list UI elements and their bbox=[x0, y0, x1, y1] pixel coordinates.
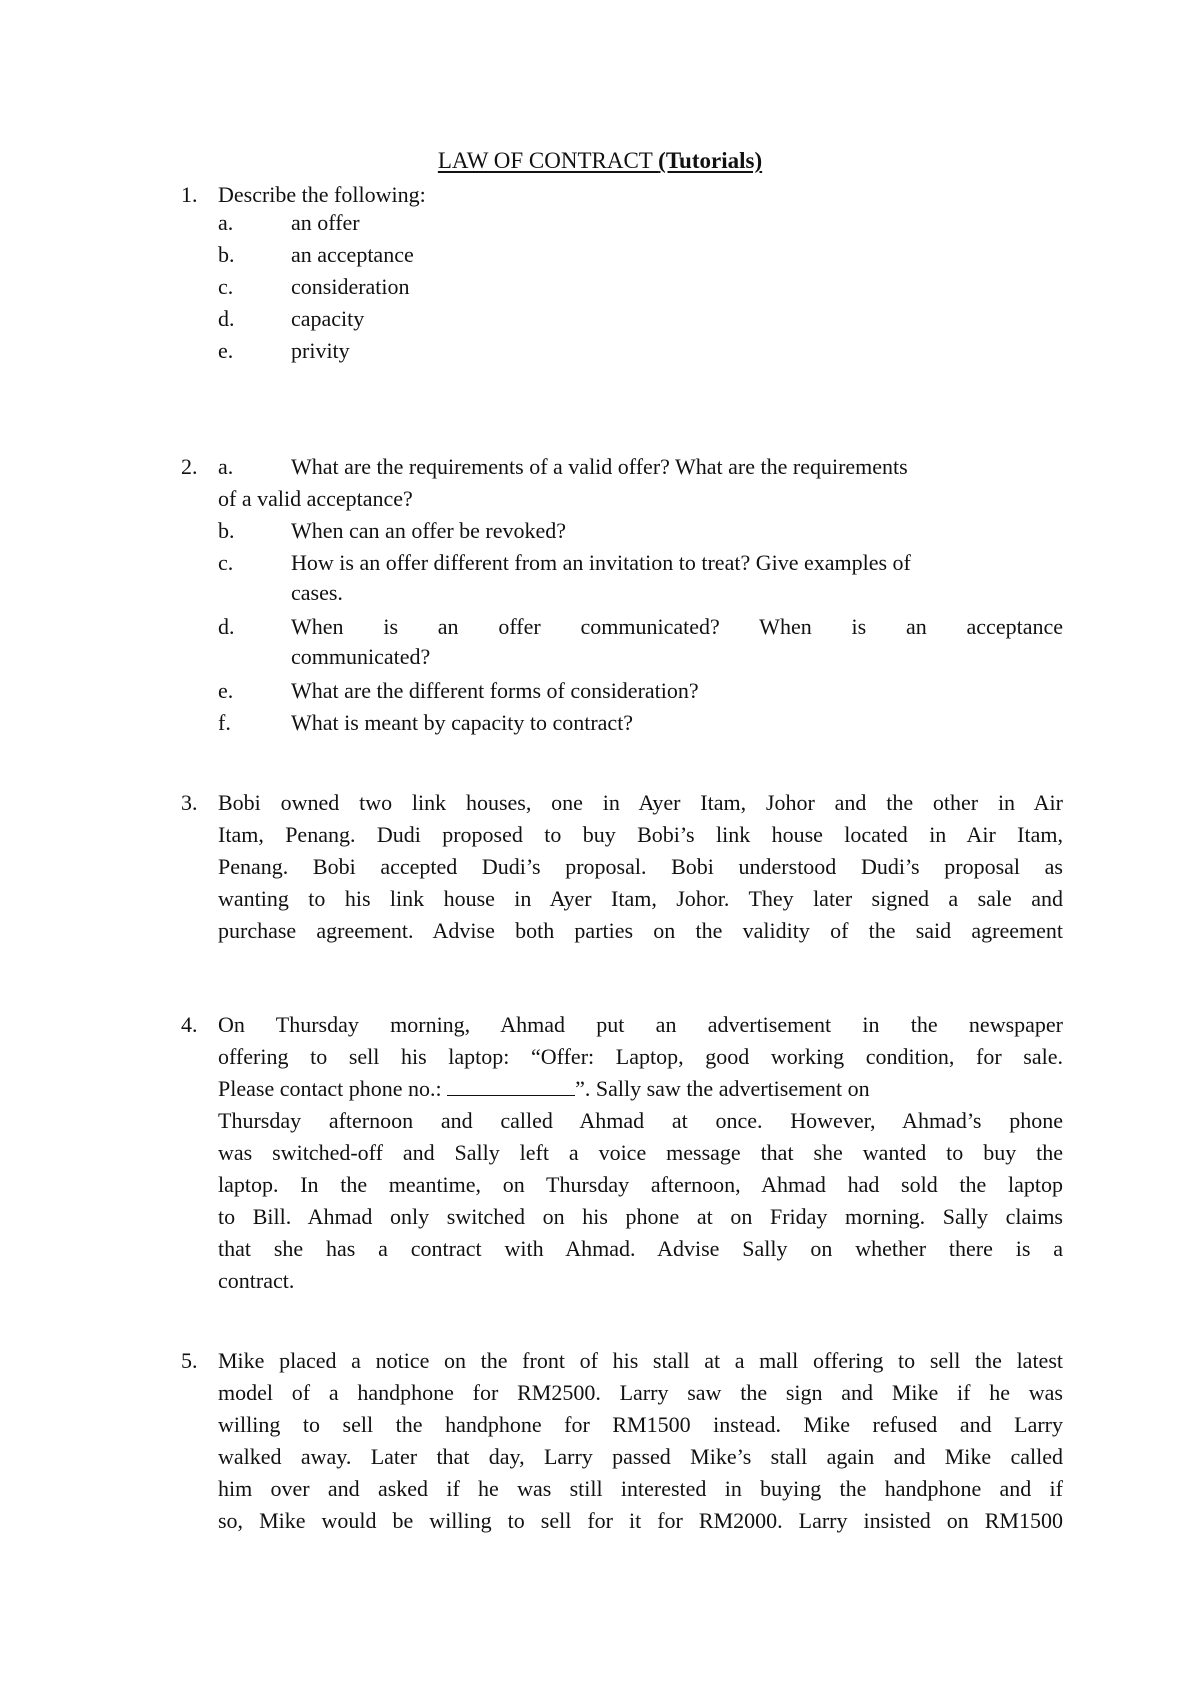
title-text: LAW OF CONTRACT bbox=[437, 148, 659, 173]
q2-d-line: communicated? bbox=[291, 644, 431, 669]
q4-line: was switched-off and Sally left a voice message that she wanted to buy the bbox=[218, 1140, 1063, 1165]
q1-item-letter: b. bbox=[218, 242, 235, 267]
q3-number: 3. bbox=[181, 790, 198, 815]
q1-item-text: consideration bbox=[291, 274, 410, 299]
q1-item-text: an offer bbox=[291, 210, 360, 235]
q3-line: purchase agreement. Advise both parties on the validity of the said agreement bbox=[218, 918, 1063, 943]
q4-number: 4. bbox=[181, 1012, 198, 1037]
q4-line-with-blank bbox=[218, 1074, 1063, 1104]
q1-item-letter: e. bbox=[218, 338, 234, 363]
q1-intro: Describe the following: bbox=[218, 182, 426, 207]
q2-b-letter: b. bbox=[218, 518, 235, 543]
q5-line: Mike placed a notice on the front of his stall at a mall offering to sell the latest bbox=[218, 1348, 1063, 1373]
q4-line: On Thursday morning, Ahmad put an advertisement in the newspaper bbox=[218, 1012, 1063, 1037]
q1-item-text: an acceptance bbox=[291, 242, 414, 267]
q5-line: him over and asked if he was still interested in buying the handphone and if bbox=[218, 1476, 1063, 1501]
q1-number: 1. bbox=[181, 182, 198, 207]
q3-line: Bobi owned two link houses, one in Ayer Itam, Johor and the other in Air bbox=[218, 790, 1063, 815]
q4-line: laptop. In the meantime, on Thursday afternoon, Ahmad had sold the laptop bbox=[218, 1172, 1063, 1197]
title-bold-text: (Tutorials) bbox=[658, 148, 763, 173]
q1-item-letter: d. bbox=[218, 306, 235, 331]
q1-item-text: capacity bbox=[291, 306, 365, 331]
q4-phone-prompt: Please contact phone no.: bbox=[218, 1076, 448, 1101]
q4-line: Thursday afternoon and called Ahmad at once. However, Ahmad’s phone bbox=[218, 1108, 1063, 1133]
q2-a-letter: a. bbox=[218, 454, 234, 479]
q4-line3-before bbox=[218, 1074, 870, 1104]
q4-line: that she has a contract with Ahmad. Advise Sally on whether there is a bbox=[218, 1236, 1063, 1261]
q4-line: contract. bbox=[218, 1268, 295, 1293]
q4-line: to Bill. Ahmad only switched on his phone at on Friday morning. Sally claims bbox=[218, 1204, 1063, 1229]
q3-line: Penang. Bobi accepted Dudi’s proposal. Bobi understood Dudi’s proposal as bbox=[218, 854, 1063, 879]
q1-item-letter: a. bbox=[218, 210, 234, 235]
q2-a-line: of a valid acceptance? bbox=[218, 486, 413, 511]
q2-d-letter: d. bbox=[218, 614, 235, 639]
q5-line: model of a handphone for RM2500. Larry saw the sign and Mike if he was bbox=[218, 1380, 1063, 1405]
q5-line: willing to sell the handphone for RM1500 instead. Mike refused and Larry bbox=[218, 1412, 1063, 1437]
q4-line3-after: ”. Sally saw the advertisement on bbox=[575, 1076, 870, 1101]
q3-line: Itam, Penang. Dudi proposed to buy Bobi’s link house located in Air Itam, bbox=[218, 822, 1063, 847]
q5-line: so, Mike would be willing to sell for it for RM2000. Larry insisted on RM1500 bbox=[218, 1508, 1063, 1533]
phone-number-blank bbox=[447, 1075, 575, 1096]
page-title bbox=[0, 146, 1200, 176]
q2-f-letter: f. bbox=[218, 710, 231, 735]
q4-line: offering to sell his laptop: “Offer: Laptop, good working condition, for sale. bbox=[218, 1044, 1063, 1069]
q2-d-line: When is an offer communicated? When is an acceptance bbox=[291, 614, 1063, 639]
q5-line: walked away. Later that day, Larry passed Mike’s stall again and Mike called bbox=[218, 1444, 1063, 1469]
q2-number: 2. bbox=[181, 454, 198, 479]
q3-line: wanting to his link house in Ayer Itam, Johor. They later signed a sale and bbox=[218, 886, 1063, 911]
q5-number: 5. bbox=[181, 1348, 198, 1373]
q2-e-text: What are the different forms of consideration? bbox=[291, 678, 699, 703]
q2-c-letter: c. bbox=[218, 550, 234, 575]
q2-a-line: What are the requirements of a valid offer? What are the requirements bbox=[291, 454, 908, 479]
q2-c-line: How is an offer different from an invitation to treat? Give examples of bbox=[291, 550, 911, 575]
q2-c-line: cases. bbox=[291, 580, 343, 605]
q1-item-text: privity bbox=[291, 338, 350, 363]
q2-f-text: What is meant by capacity to contract? bbox=[291, 710, 634, 735]
q2-e-letter: e. bbox=[218, 678, 234, 703]
q2-b-text: When can an offer be revoked? bbox=[291, 518, 567, 543]
q1-item-letter: c. bbox=[218, 274, 234, 299]
